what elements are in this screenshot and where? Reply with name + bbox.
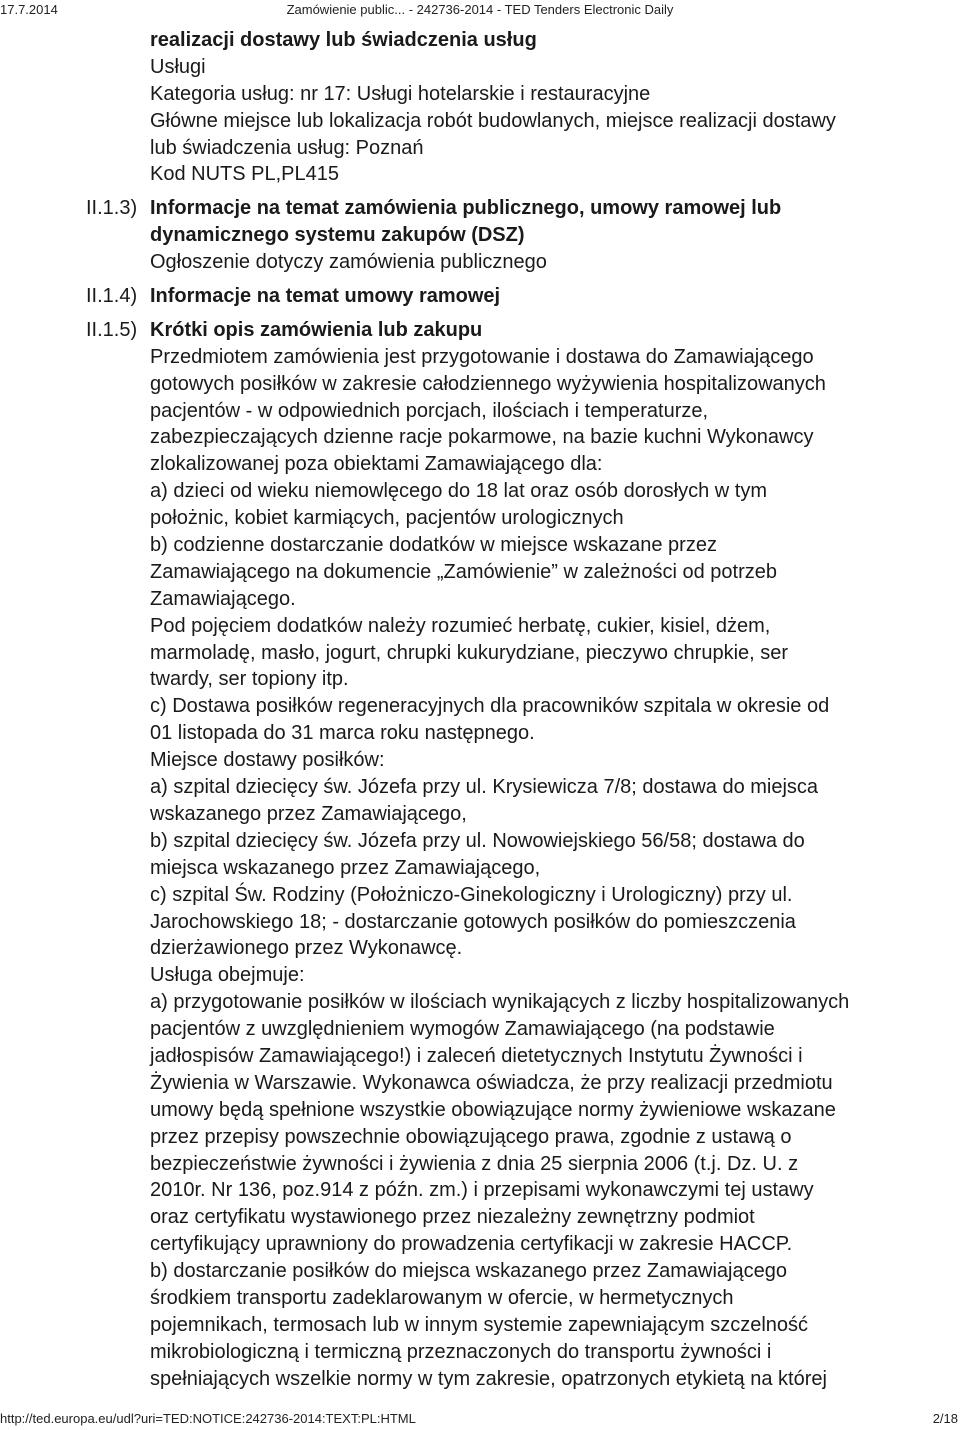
text-line: wskazanego przez Zamawiającego,	[150, 802, 467, 825]
page-url[interactable]: http://ted.europa.eu/udl?uri=TED:NOTICE:242736-2014:TEXT:PL:HTML	[0, 1411, 416, 1426]
section-number: II.1.3)	[86, 197, 138, 220]
text-line: zabezpieczających dzienne racje pokarmowe, na bazie kuchni Wykonawcy	[150, 426, 814, 449]
text-line: b) codzienne dostarczanie dodatków w miejsce wskazane przez	[150, 534, 717, 557]
document-title: Zamówienie public... - 242736-2014 - TED Tenders Electronic Daily	[286, 2, 674, 17]
section-number: II.1.5)	[86, 318, 138, 341]
text-line: Główne miejsce lub lokalizacja robót budowlanych, miejsce realizacji dostawy	[150, 109, 836, 132]
text-line: miejsca wskazanego przez Zamawiającego,	[150, 856, 541, 879]
text-line: b) dostarczanie posiłków do miejsca wskazanego przez Zamawiającego	[150, 1260, 787, 1283]
text-line: oraz certyfikatu wystawionego przez niezależny zewnętrzny podmiot	[150, 1206, 755, 1229]
text-line: a) przygotowanie posiłków w ilościach wynikających z liczby hospitalizowanych	[150, 991, 850, 1014]
text-line: b) szpital dziecięcy św. Józefa przy ul. Nowowiejskiego 56/58; dostawa do	[150, 829, 805, 852]
text-line: środkiem transportu zadeklarowanym w ofercie, w hermetycznych	[150, 1286, 734, 1309]
text-line: spełniających wszelkie normy w tym zakresie, opatrzonych etykietą na której	[150, 1367, 827, 1390]
text-line: marmoladę, masło, jogurt, chrupki kukurydziane, pieczywo chrupkie, ser	[150, 641, 789, 664]
text-line: bezpieczeństwie żywności i żywienia z dnia 25 sierpnia 2006 (t.j. Dz. U. z	[150, 1152, 799, 1175]
text-line: c) Dostawa posiłków regeneracyjnych dla pracowników szpitala w okresie od	[150, 695, 830, 718]
text-line: Żywienia w Warszawie. Wykonawca oświadcza, że przy realizacji przedmiotu	[150, 1071, 833, 1094]
text-line: gotowych posiłków w zakresie całodziennego wyżywienia hospitalizowanych	[150, 372, 826, 395]
description-body	[0, 344, 960, 1393]
section-heading-ii-1-5: II.1.5) Krótki opis zamówienia lub zakupu	[0, 317, 960, 344]
text-line: lub świadczenia usług: Poznań	[150, 136, 424, 159]
text-line: pojemnikach, termosach lub w innym systemie zapewniającym szczelność	[150, 1313, 809, 1336]
text-line: Kategoria usług: nr 17: Usługi hotelarskie i restauracyjne	[150, 82, 651, 105]
text-line: zlokalizowanej poza obiektami Zamawiającego dla:	[150, 453, 603, 476]
text-line: Miejsce dostawy posiłków:	[150, 749, 385, 772]
text-line: Usługi	[150, 55, 206, 78]
text-line: przez przepisy powszechnie obowiązującego prawa, zgodnie z ustawą o	[150, 1125, 792, 1148]
text-line: Zamawiającego na dokumencie „Zamówienie” w zależności od potrzeb	[150, 560, 777, 583]
text-line: położnic, kobiet karmiących, pacjentów urologicznych	[150, 507, 624, 530]
text-line: Pod pojęciem dodatków należy rozumieć herbatę, cukier, kisiel, dżem,	[150, 614, 771, 637]
text-line: dzierżawionego przez Wykonawcę.	[150, 937, 463, 960]
text-line: 2010r. Nr 136, poz.914 z późn. zm.) i przepisami wykonawczymi tej ustawy	[150, 1179, 814, 1202]
text-line: twardy, ser topiony itp.	[150, 668, 349, 691]
text-line: pacjentów z uwzględnieniem wymogów Zamawiającego (na podstawie	[150, 1018, 775, 1041]
text-line: Ogłoszenie dotyczy zamówienia publicznego	[150, 251, 547, 274]
page-number: 2/18	[932, 1411, 958, 1426]
text-line: 01 listopada do 31 marca roku następnego.	[150, 722, 535, 745]
text-line: umowy będą spełnione wszystkie obowiązujące normy żywieniowe wskazane	[150, 1098, 836, 1121]
text-line: Usługa obejmuje:	[150, 964, 305, 987]
section-heading-ii-1-4: II.1.4) Informacje na temat umowy ramowej	[0, 283, 960, 310]
text-line: Jarochowskiego 18; - dostarczanie gotowych posiłków do pomieszczenia	[150, 910, 796, 933]
text-line: pacjentów - w odpowiednich porcjach, ilościach i temperaturze,	[150, 399, 709, 422]
text-line: Kod NUTS PL,PL415	[150, 163, 339, 186]
print-footer	[0, 1410, 960, 1430]
text-line: mikrobiologiczną i termiczną przeznaczonych do transportu żywności i	[150, 1340, 772, 1363]
print-date: 17.7.2014	[0, 2, 58, 17]
text-line: realizacji dostawy lub świadczenia usług	[150, 29, 537, 51]
notice-content	[0, 27, 960, 1393]
section-heading-ii-1-3-cont: dynamicznego systemu zakupów (DSZ)	[150, 224, 525, 247]
text-line: a) dzieci od wieku niemowlęcego do 18 lat oraz osób dorosłych w tym	[150, 480, 767, 503]
text-line: a) szpital dziecięcy św. Józefa przy ul. Krysiewicza 7/8; dostawa do miejsca	[150, 776, 819, 799]
text-line: c) szpital Św. Rodziny (Położniczo-Ginekologiczny i Urologiczny) przy ul.	[150, 883, 793, 906]
text-line: Przedmiotem zamówienia jest przygotowanie i dostawa do Zamawiającego	[150, 345, 814, 368]
text-line: jadłospisów Zamawiającego!) i zaleceń dietetycznych Instytutu Żywności i	[150, 1044, 803, 1067]
section-number: II.1.4)	[86, 285, 138, 308]
section-heading-ii-1-3: II.1.3) Informacje na temat zamówienia publicznego, umowy ramowej lub	[0, 195, 960, 222]
text-line: Zamawiającego.	[150, 587, 296, 610]
print-header	[0, 0, 960, 22]
text-line: certyfikujący uprawniony do prowadzenia certyfikacji w zakresie HACCP.	[150, 1233, 793, 1256]
